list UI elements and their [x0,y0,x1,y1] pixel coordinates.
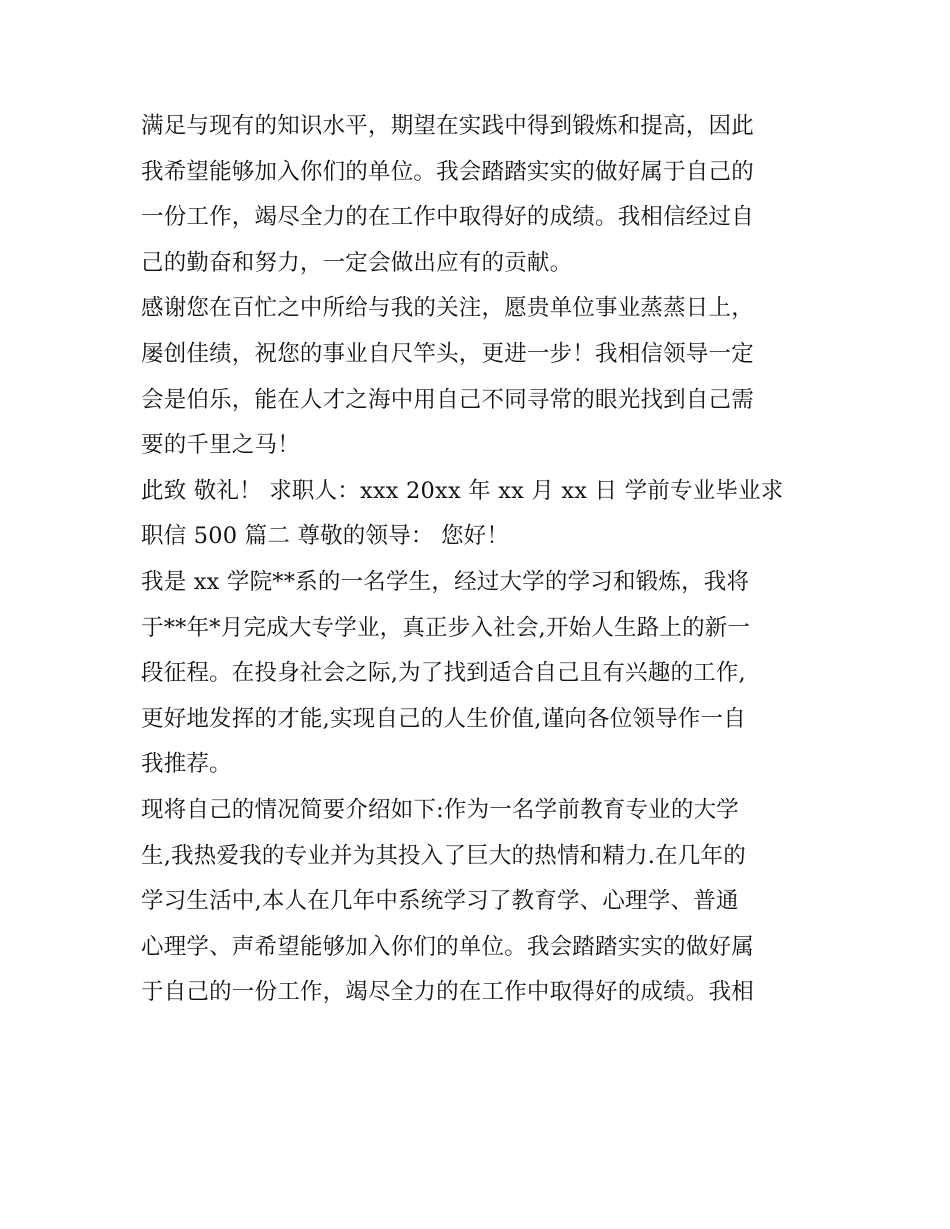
text-line: 会是伯乐，能在人才之海中用自己不同寻常的眼光找到自己需 [141,386,754,413]
text-line: 生,我热爱我的专业并为其投入了巨大的热情和精力.在几年的 [141,842,746,869]
text-line: 心理学、声希望能够加入你们的单位。我会踏踏实实的做好属 [141,933,754,960]
text-line: 我希望能够加入你们的单位。我会踏踏实实的做好属于自己的 [141,158,754,185]
text-line: 职信 500 篇二 尊敬的领导： 您好！ [141,523,510,550]
text-line: 我是 xx 学院**系的一名学生，经过大学的学习和锻炼，我将 [141,568,750,595]
text-line: 于自己的一份工作，竭尽全力的在工作中取得好的成绩。我相 [141,979,754,1006]
text-line: 学习生活中,本人在几年中系统学习了教育学、心理学、普通 [141,888,739,915]
text-line: 己的勤奋和努力，一定会做出应有的贡献。 [141,249,573,276]
text-line: 屡创佳绩，祝您的事业自尺竿头，更进一步！我相信领导一定 [141,340,754,367]
text-line: 满足与现有的知识水平，期望在实践中得到锻炼和提高，因此 [141,113,754,139]
body-text [141,104,821,1016]
text-line: 段征程。在投身社会之际,为了找到适合自己且有兴趣的工作, [141,660,746,687]
text-line: 感谢您在百忙之中所给与我的关注，愿贵单位事业蒸蒸日上， [141,295,754,322]
text-line: 要的千里之马！ [141,432,300,459]
text-line: 现将自己的情况简要介绍如下:作为一名学前教育专业的大学 [141,796,739,823]
text-line: 此致 敬礼！ 求职人：xxx 20xx 年 xx 月 xx 日 学前专业毕业求 [141,477,784,504]
text-line: 我推荐。 [141,751,232,778]
text-line: 一份工作，竭尽全力的在工作中取得好的成绩。我相信经过自 [141,204,754,231]
text-line: 于**年*月完成大专学业，真正步入社会,开始人生路上的新一 [141,614,751,641]
text-line: 更好地发挥的才能,实现自己的人生价值,谨向各位领导作一自 [141,705,746,732]
